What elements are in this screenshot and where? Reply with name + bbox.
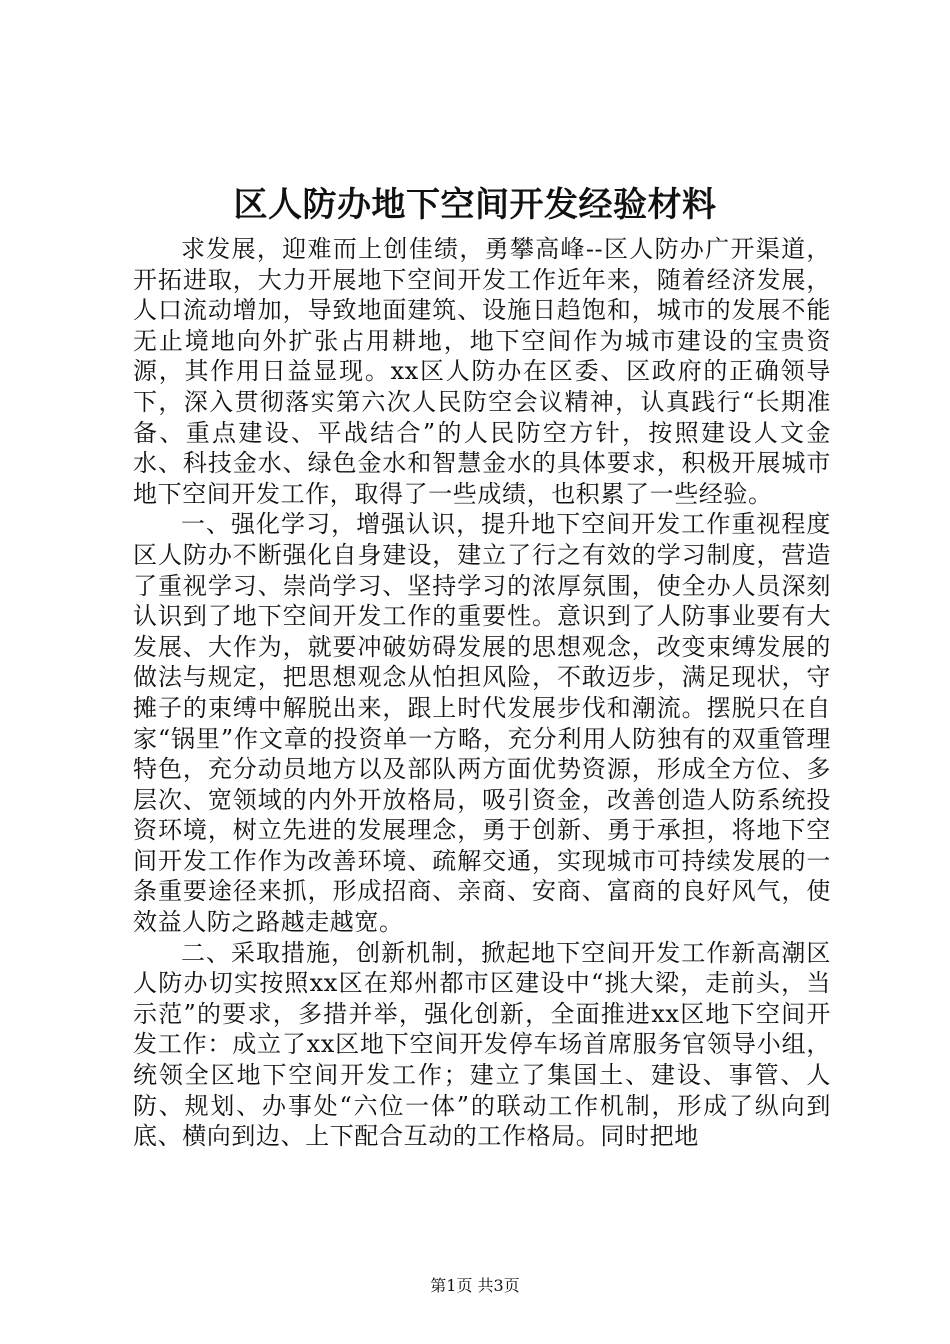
document-title: 区人防办地下空间开发经验材料	[233, 185, 717, 225]
paragraph-section-one: 一、强化学习，增强认识，提升地下空间开发工作重视程度区人防办不断强化自身建设，建立了行之有效的学习制度，营造了重视学习、崇尚学习、坚持学习的浓厚氛围，使全办人员深刻认识到了地下空间开发工作的重要性。意识到了人防事业要有大发展、大作为，就要冲破妨碍发展的思想观念，改变束缚发展的做法与规定，把思想观念从怕担风险，不敢迈步，满足现状，守摊子的束缚中解脱出来，跟上时代发展步伐和潮流。摆脱只在自家“锅里”作文章的投资单一方略，充分利用人防独有的双重管理特色，充分动员地方以及部队两方面优势资源，形成全方位、多层次、宽领域的内外开放格局，吸引资金，改善创造人防系统投资环境，树立先进的发展理念，勇于创新、勇于承担，将地下空间开发工作作为改善环境、疏解交通，实现城市可持续发展的一条重要途径来抓，形成招商、亲商、安商、富商的良好风气，使效益人防之路越走越宽。	[133, 510, 831, 937]
paragraph-intro: 求发展，迎难而上创佳绩，勇攀高峰--区人防办广开渠道，开拓进取，大力开展地下空间开发工作近年来，随着经济发展，人口流动增加，导致地面建筑、设施日趋饱和，城市的发展不能无止境地向外扩张占用耕地，地下空间作为城市建设的宝贵资源，其作用日益显现。xx区人防办在区委、区政府的正确领导下，深入贯彻落实第六次人民防空会议精神，认真践行“长期准备、重点建设、平战结合”的人民防空方针，按照建设人文金水、科技金水、绿色金水和智慧金水的具体要求，积极开展城市地下空间开发工作，取得了一些成绩，也积累了一些经验。	[133, 235, 831, 508]
document-body	[133, 234, 831, 1152]
page-number-footer: 第1页 共3页	[430, 1276, 520, 1295]
paragraph-section-two: 二、采取措施，创新机制，掀起地下空间开发工作新高潮区人防办切实按照xx区在郑州都市区建设中“挑大梁，走前头，当示范”的要求，多措并举，强化创新，全面推进xx区地下空间开发工作：成立了xx区地下空间开发停车场首席服务官领导小组，统领全区地下空间开发工作；建立了集国土、建设、事管、人防、规划、办事处“六位一体”的联动工作机制，形成了纵向到底、横向到边、上下配合互动的工作格局。同时把地	[133, 938, 831, 1151]
